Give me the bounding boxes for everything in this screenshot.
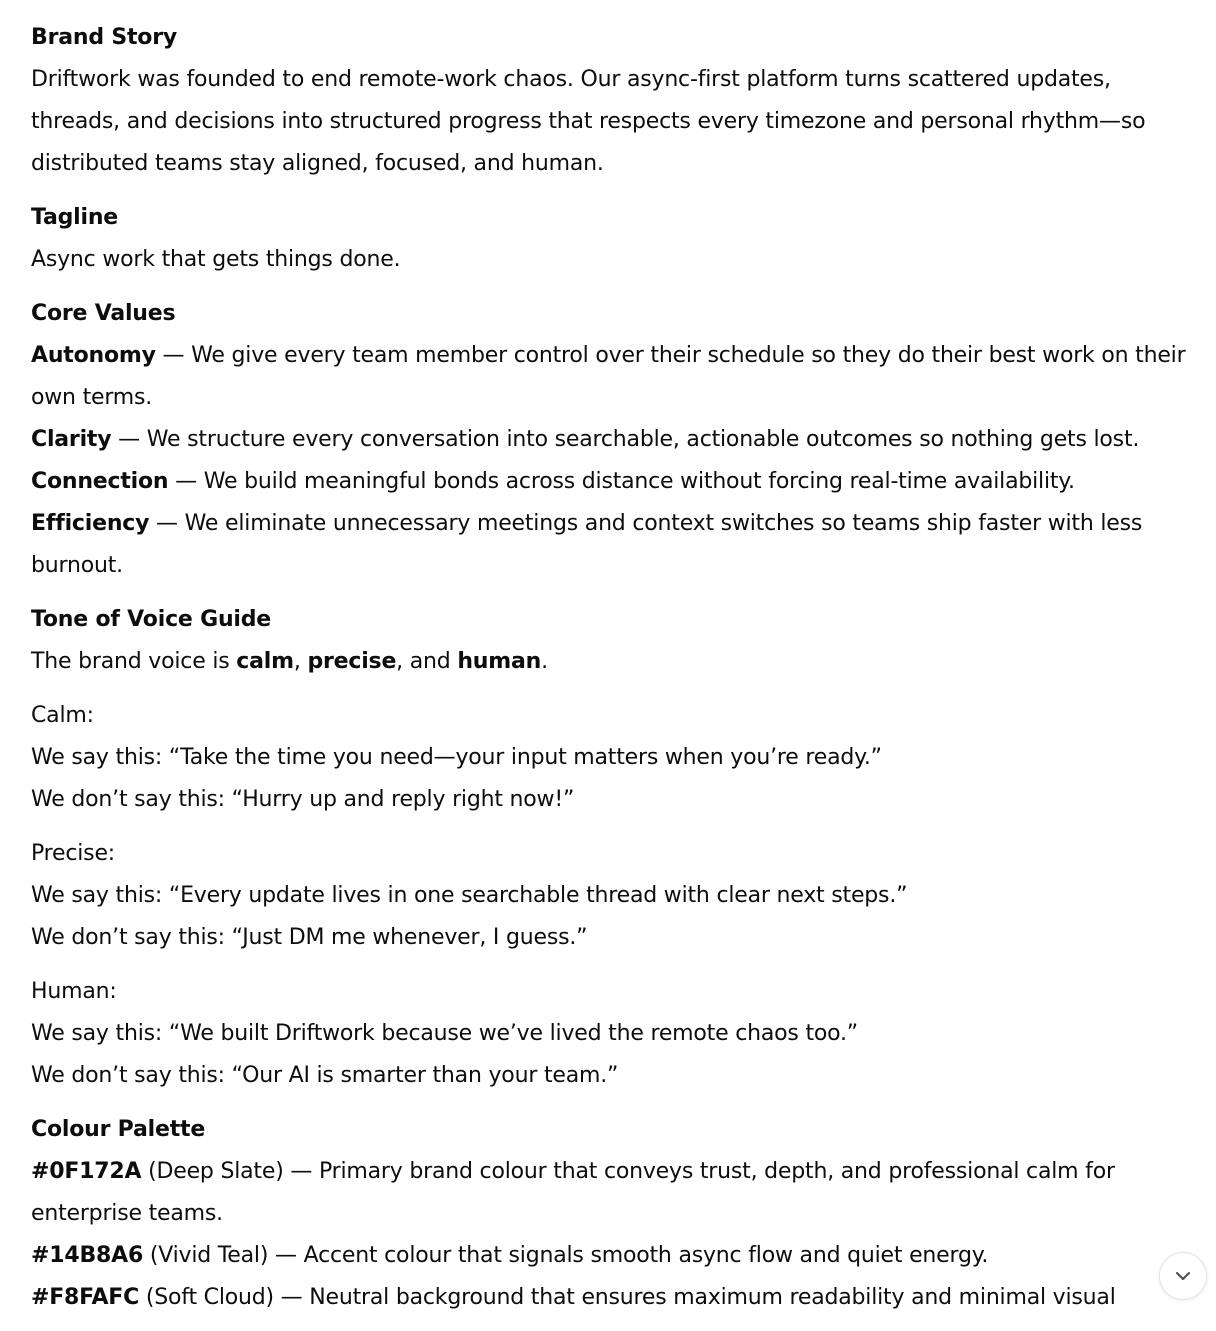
- palette-heading: Colour Palette: [31, 1117, 206, 1142]
- core-value-desc: — We give every team member control over their schedule so they do their best work on their own terms.: [31, 343, 1186, 410]
- brand-story-text: Driftwork was founded to end remote-work chaos. Our async-first platform turns scattered updates, threads, and decisions into structured progress that respects every timezone and personal rhythm—so distributed teams stay aligned, focused, and human.: [31, 67, 1146, 176]
- palette-hex: #14B8A6: [31, 1243, 144, 1268]
- tagline-section: [31, 197, 1191, 281]
- message-content: [31, 17, 1191, 1331]
- palette-item: [31, 1277, 1191, 1319]
- tone-group-precise: [31, 833, 1191, 959]
- palette-desc: (Vivid Teal) — Accent colour that signals smooth async flow and quiet energy.: [143, 1243, 989, 1268]
- chevron-down-icon: [1173, 1266, 1193, 1286]
- core-value-desc: — We eliminate unnecessary meetings and context switches so teams ship faster with less burnout.: [31, 511, 1143, 578]
- core-value-name: Connection: [31, 469, 169, 494]
- tone-word-calm: calm: [236, 649, 294, 674]
- core-value-name: Efficiency: [31, 511, 150, 536]
- core-value-item: [31, 503, 1191, 587]
- palette-item: [31, 1235, 1191, 1277]
- brand-story-section: [31, 17, 1191, 185]
- palette-item: [31, 1151, 1191, 1235]
- tone-word-precise: precise: [307, 649, 397, 674]
- tone-group-calm: [31, 695, 1191, 821]
- tone-intro-sep: ,: [293, 649, 308, 674]
- palette-desc: (Deep Slate) — Primary brand colour that conveys trust, depth, and professional calm for enterprise teams.: [31, 1159, 1115, 1226]
- tone-word-human: human: [457, 649, 542, 674]
- tone-say: We say this: “Every update lives in one searchable thread with clear next steps.”: [31, 883, 908, 908]
- core-values-heading: Core Values: [31, 301, 176, 326]
- core-value-name: Clarity: [31, 427, 112, 452]
- core-value-item: [31, 335, 1191, 419]
- tone-dont: We don’t say this: “Hurry up and reply right now!”: [31, 787, 575, 812]
- tagline-text: Async work that gets things done.: [31, 247, 401, 272]
- tone-group-label: Precise:: [31, 841, 115, 866]
- core-value-desc: — We structure every conversation into searchable, actionable outcomes so nothing gets lost.: [111, 427, 1140, 452]
- tone-dont: We don’t say this: “Our AI is smarter than your team.”: [31, 1063, 619, 1088]
- tone-heading: Tone of Voice Guide: [31, 607, 272, 632]
- tone-say: We say this: “Take the time you need—your input matters when you’re ready.”: [31, 745, 882, 770]
- palette-hex: #0F172A: [31, 1159, 142, 1184]
- core-value-item: [31, 461, 1191, 503]
- tone-group-label: Human:: [31, 979, 117, 1004]
- palette-hex: #F8FAFC: [31, 1285, 140, 1310]
- core-values-section: [31, 293, 1191, 587]
- tone-intro-suffix: .: [541, 649, 548, 674]
- palette-section: [31, 1109, 1191, 1319]
- core-value-name: Autonomy: [31, 343, 156, 368]
- tone-dont: We don’t say this: “Just DM me whenever, I guess.”: [31, 925, 588, 950]
- palette-desc: (Soft Cloud) — Neutral background that ensures maximum readability and minimal visual: [139, 1285, 1116, 1310]
- tagline-heading: Tagline: [31, 205, 119, 230]
- tone-group-human: [31, 971, 1191, 1097]
- tone-intro-sep: , and: [396, 649, 458, 674]
- scroll-to-bottom-button[interactable]: [1159, 1252, 1207, 1300]
- core-value-desc: — We build meaningful bonds across distance without forcing real-time availability.: [168, 469, 1075, 494]
- tone-say: We say this: “We built Driftwork because we’ve lived the remote chaos too.”: [31, 1021, 858, 1046]
- tone-intro: [31, 641, 1191, 683]
- brand-story-heading: Brand Story: [31, 25, 177, 50]
- tone-section: [31, 599, 1191, 1097]
- tone-group-label: Calm:: [31, 703, 94, 728]
- core-value-item: [31, 419, 1191, 461]
- tone-intro-prefix: The brand voice is: [31, 649, 237, 674]
